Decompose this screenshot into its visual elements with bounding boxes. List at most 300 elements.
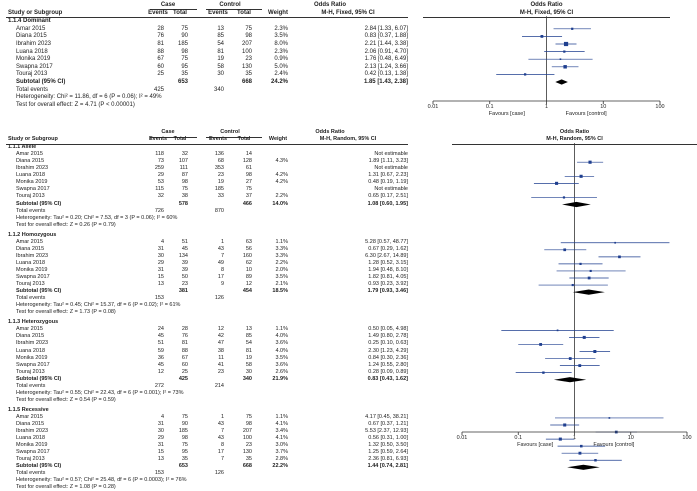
study-point-square: [583, 336, 586, 339]
subtotal-weight: 18.5%: [272, 288, 288, 295]
subtotal-diamond: [562, 202, 591, 207]
control-events: 9: [220, 281, 224, 288]
subtotal-control-total: 668: [241, 79, 252, 85]
control-events: 42: [217, 333, 224, 340]
weight: 3.3%: [275, 245, 288, 252]
control-total: 85: [245, 333, 252, 340]
control-events: 81: [217, 48, 224, 55]
weight: 0.9%: [274, 56, 288, 63]
control-events: 47: [217, 340, 224, 347]
odds-ratio-ci: 2.36 [0.81, 6.93]: [368, 456, 408, 463]
control-total: 98: [245, 172, 252, 179]
subtotal-case-total: 653: [177, 79, 188, 85]
case-events: 31: [157, 421, 164, 427]
overall-effect-text: Test for overall effect: Z = 0.54 (P = 0.59): [16, 396, 116, 403]
weight: 3.5%: [274, 33, 288, 40]
case-total: 90: [181, 421, 188, 427]
odds-ratio-ci: 0.50 [0.05, 4.98]: [368, 326, 408, 333]
weight: 5.0%: [274, 63, 288, 70]
case-events: 25: [157, 71, 164, 78]
plot-header-method: M-H, Random, 95% CI: [546, 136, 603, 143]
case-events: 76: [157, 33, 164, 40]
study-point-square: [563, 248, 566, 251]
weight: 3.5%: [275, 354, 288, 361]
study-point-square: [593, 350, 596, 353]
study-name: Diana 2015: [16, 33, 47, 40]
overall-effect-text: Test for overall effect: Z = 4.71 (P < 0.00001): [16, 101, 135, 108]
subtotal-label: Subtotal (95% CI): [16, 463, 62, 470]
case-total: 35: [181, 71, 188, 78]
control-events: 17: [217, 274, 224, 280]
control-events: 7: [220, 428, 224, 435]
study-point-square: [615, 431, 618, 434]
case-events: 51: [157, 340, 164, 347]
study-name: Ibrahim 2023: [16, 41, 52, 47]
odds-ratio-ci: 1.25 [0.59, 2.64]: [368, 449, 408, 456]
study-name: Swapna 2017: [16, 361, 50, 368]
x-tick-label: 0.1: [485, 104, 494, 110]
subtotal-weight: 24.2%: [270, 79, 288, 85]
heterogeneity-text: Heterogeneity: Chi² = 11.86, df = 6 (P = 0.06); I² = 49%: [16, 94, 162, 101]
study-point-square: [580, 445, 583, 448]
control-events: 11: [218, 354, 224, 361]
weight: 4.2%: [275, 179, 288, 186]
study-name: Monika 2019: [16, 442, 48, 449]
subtotal-ci: 1.44 [0.74, 2.81]: [367, 463, 408, 470]
weight: 2.1%: [275, 281, 288, 288]
plot-header-odds-ratio: Odds Ratio: [559, 129, 590, 135]
header-or-method: M-H, Fixed, 95% CI: [321, 9, 375, 16]
study-point-square: [564, 42, 568, 46]
header-case: Case: [160, 2, 176, 8]
case-events: 31: [157, 266, 164, 273]
study-point-square: [614, 242, 616, 244]
case-total: 76: [181, 333, 188, 340]
case-events: 31: [157, 245, 164, 252]
control-total: 13: [245, 326, 252, 333]
weight: 2.0%: [275, 266, 288, 273]
control-total: 14: [245, 151, 252, 158]
header-control: Control: [219, 2, 241, 8]
case-events: 15: [157, 274, 164, 280]
control-total: 89: [245, 274, 252, 280]
study-name: Luana 2018: [16, 435, 46, 442]
case-events: 45: [157, 333, 164, 340]
odds-ratio-ci: 0.42 [0.13, 1.38]: [364, 71, 408, 78]
study-point-square: [559, 438, 562, 441]
plot-header-bottom-rule: [452, 144, 697, 145]
case-events: 73: [157, 158, 164, 165]
study-point-square: [557, 330, 559, 332]
study-name: Luana 2018: [16, 347, 46, 354]
odds-ratio-ci: 1.31 [0.67, 2.23]: [368, 172, 408, 179]
control-total: 23: [245, 442, 252, 449]
case-events: 32: [157, 193, 164, 200]
case-events: 59: [157, 347, 164, 354]
subgroup-label: 1.1.2 Homozygous: [8, 231, 57, 238]
odds-ratio-ci: 2.30 [1.23, 4.29]: [368, 347, 408, 354]
control-events: 41: [217, 361, 224, 368]
weight: 3.3%: [275, 252, 288, 259]
total-events-case: 153: [154, 470, 164, 477]
odds-ratio-ci: 0.83 [0.37, 1.88]: [364, 33, 408, 40]
control-total: 54: [245, 340, 252, 347]
weight: 2.6%: [275, 368, 288, 375]
study-name: Monika 2019: [16, 56, 51, 63]
weight: 4.1%: [275, 435, 288, 442]
study-name: Diana 2015: [16, 421, 45, 427]
control-total: 61: [245, 165, 252, 172]
control-events: 43: [217, 245, 224, 252]
control-total: 81: [245, 347, 252, 354]
subgroup-label: 1.1.4 Dominant: [8, 18, 51, 25]
odds-ratio-ci: 0.67 [0.29, 1.62]: [368, 245, 408, 252]
subtotal-diamond: [554, 377, 586, 382]
odds-ratio-ci: 1.76 [0.48, 6.49]: [364, 56, 408, 63]
header-control-total: Total: [237, 9, 251, 16]
total-events-control: 126: [214, 470, 224, 477]
weight: 2.2%: [275, 259, 288, 266]
study-name: Monika 2019: [16, 179, 48, 186]
heterogeneity-text: Heterogeneity: Tau² = 0.45; Chi² = 15.37, df = 6 (P = 0.02); I² = 61%: [16, 302, 181, 309]
study-point-square: [609, 417, 611, 419]
study-point-square: [580, 175, 583, 178]
total-events-label: Total events: [16, 207, 46, 214]
x-tick-label: 10: [627, 435, 634, 441]
favours-case-label: Favours [case]: [517, 442, 554, 448]
weight: 2.3%: [274, 48, 288, 55]
study-name: Luana 2018: [16, 259, 46, 266]
header-case-events: Events: [148, 136, 168, 143]
odds-ratio-ci: 5.28 [0.57, 48.77]: [365, 238, 408, 245]
odds-ratio-ci: 5.53 [2.37, 12.93]: [365, 428, 408, 435]
x-tick-label: 1: [572, 435, 577, 441]
study-name: Swapna 2017: [16, 63, 53, 70]
odds-ratio-ci: 0.56 [0.31, 1.00]: [368, 435, 408, 442]
control-events: 19: [217, 56, 224, 63]
odds-ratio-ci: Not estimable: [374, 186, 408, 193]
header-weight: Weight: [268, 9, 288, 16]
weight: 3.5%: [275, 274, 288, 280]
weight: 3.6%: [275, 340, 288, 347]
control-events: 38: [217, 347, 224, 354]
total-events-label: Total events: [16, 382, 46, 389]
odds-ratio-ci: 0.25 [0.10, 0.63]: [368, 340, 408, 347]
study-name: Amar 2015: [16, 151, 43, 158]
study-name: Touraj 2013: [16, 71, 48, 78]
x-tick-label: 0.01: [427, 104, 439, 110]
control-total: 100: [242, 435, 252, 442]
case-events: 12: [157, 368, 164, 375]
header-case: Case: [161, 129, 175, 135]
control-events: 68: [217, 158, 224, 165]
header-case-events: Events: [148, 9, 168, 16]
subtotal-weight: 14.0%: [272, 200, 288, 207]
favours-control-label: Favours [control]: [565, 111, 607, 117]
control-total: 207: [241, 41, 252, 47]
case-events: 29: [157, 172, 164, 179]
odds-ratio-ci: 2.06 [0.91, 4.70]: [364, 48, 408, 55]
control-total: 130: [242, 449, 252, 456]
study-name: Luana 2018: [16, 172, 46, 179]
study-point-square: [524, 73, 526, 75]
x-tick-label: 1: [544, 104, 549, 110]
odds-ratio-ci: 0.93 [0.23, 3.92]: [368, 281, 408, 288]
overall-effect-text: Test for overall effect: Z = 0.26 (P = 0.79): [16, 221, 116, 228]
control-total: 75: [245, 25, 252, 32]
control-events: 23: [217, 368, 224, 375]
case-events: 67: [157, 56, 164, 63]
total-events-case: 272: [154, 382, 164, 389]
x-tick-label: 100: [655, 104, 665, 110]
subtotal-control-total: 466: [242, 200, 252, 207]
control-total: 98: [245, 33, 252, 40]
plot-header-bottom-rule: [423, 17, 670, 18]
control-total: 30: [245, 368, 252, 375]
favours-case-label: Favours [case]: [488, 111, 525, 117]
study-point-square: [563, 423, 566, 426]
header-case-total: Total: [173, 9, 187, 16]
study-name: Touraj 2013: [16, 193, 45, 200]
control-total: 128: [242, 158, 252, 165]
control-events: 8: [220, 266, 224, 273]
control-total: 10: [245, 266, 252, 273]
study-name: Touraj 2013: [16, 281, 45, 288]
subtotal-label: Subtotal (95% CI): [16, 200, 62, 207]
study-point-square: [555, 182, 558, 185]
case-total: 39: [181, 266, 188, 273]
favours-control-label: Favours [control]: [593, 442, 635, 448]
case-total: 185: [177, 41, 188, 47]
case-total: 67: [181, 354, 188, 361]
odds-ratio-ci: 1.49 [0.80, 2.78]: [368, 333, 408, 340]
case-events: 24: [157, 326, 164, 333]
case-total: 75: [181, 56, 188, 63]
x-tick-label: 10: [600, 104, 607, 110]
case-total: 75: [181, 25, 188, 32]
control-total: 35: [245, 71, 252, 78]
case-events: 60: [157, 63, 164, 70]
subtotal-diamond: [573, 290, 605, 295]
subtotal-case-total: 653: [178, 463, 188, 470]
overall-effect-text: Test for overall effect: Z = 1.73 (P = 0.08): [16, 309, 116, 316]
header-or-method: M-H, Random, 95% CI: [319, 136, 377, 143]
odds-ratio-ci: Not estimable: [374, 165, 408, 172]
study-name: Amar 2015: [16, 238, 43, 245]
odds-ratio-ci: 2.13 [1.24, 3.66]: [364, 63, 408, 70]
case-events: 45: [157, 361, 164, 368]
odds-ratio-ci: 0.28 [0.09, 0.89]: [368, 368, 408, 375]
subtotal-ci: 1.79 [0.93, 3.46]: [367, 288, 408, 295]
header-study: Study or Subgroup: [8, 136, 58, 143]
case-total: 60: [181, 361, 188, 368]
weight: 1.1%: [275, 326, 288, 333]
case-total: 38: [181, 193, 188, 200]
case-total: 28: [181, 326, 188, 333]
control-total: 100: [241, 48, 252, 55]
study-name: Ibrahim 2023: [16, 340, 49, 347]
total-events-case: 726: [154, 207, 164, 214]
weight: 3.7%: [275, 449, 288, 456]
subtotal-case-total: 578: [178, 200, 188, 207]
case-events: 13: [157, 456, 164, 463]
control-total: 12: [245, 281, 252, 288]
weight: 3.6%: [275, 361, 288, 368]
odds-ratio-ci: 1.82 [0.81, 4.05]: [368, 274, 408, 280]
case-events: 53: [157, 179, 164, 186]
subtotal-weight: 22.2%: [272, 463, 288, 470]
odds-ratio-ci: 1.94 [0.48, 8.10]: [368, 266, 408, 273]
study-point-square: [560, 58, 562, 60]
odds-ratio-ci: 0.84 [0.30, 2.36]: [368, 354, 408, 361]
study-point-square: [579, 263, 581, 265]
study-point-square: [594, 459, 596, 461]
control-events: 1: [220, 238, 224, 245]
odds-ratio-ci: 4.17 [0.45, 38.21]: [365, 413, 408, 420]
control-events: 85: [217, 33, 224, 40]
study-point-square: [579, 452, 582, 455]
case-total: 107: [178, 158, 188, 165]
heterogeneity-text: Heterogeneity: Tau² = 0.57; Chi² = 25.48, df = 6 (P = 0.0003); I² = 76%: [16, 477, 187, 484]
study-name: Touraj 2013: [16, 456, 45, 463]
study-point-square: [542, 371, 544, 373]
control-events: 30: [217, 71, 224, 78]
case-events: 88: [157, 48, 164, 55]
case-events: 29: [157, 259, 164, 266]
subgroup-label: 1.1.3 Heterozygous: [8, 319, 59, 326]
study-name: Swapna 2017: [16, 186, 50, 193]
subtotal-case-total: 381: [178, 288, 188, 295]
odds-ratio-ci: 0.67 [0.37, 1.21]: [368, 421, 408, 427]
control-events: 136: [214, 151, 224, 158]
header-control: Control: [220, 129, 240, 135]
study-point-square: [578, 364, 581, 367]
control-events: 49: [217, 259, 224, 266]
weight: 2.4%: [274, 71, 288, 78]
total-events-case: 153: [154, 295, 164, 302]
control-events: 43: [217, 421, 224, 427]
case-total: 111: [179, 165, 188, 172]
study-name: Amar 2015: [16, 413, 43, 420]
subtotal-ci: 1.08 [0.60, 1.95]: [367, 200, 408, 207]
case-events: 13: [157, 281, 164, 288]
case-events: 4: [160, 238, 164, 245]
control-total: 19: [245, 354, 252, 361]
control-total: 63: [245, 238, 252, 245]
case-total: 51: [181, 238, 188, 245]
study-point-square: [588, 277, 591, 280]
control-total: 23: [245, 56, 252, 63]
case-events: 30: [157, 252, 164, 259]
study-name: Touraj 2013: [16, 368, 45, 375]
subtotal-case-total: 425: [178, 375, 188, 382]
heterogeneity-text: Heterogeneity: Tau² = 0.20; Chi² = 7.53, df = 3 (P = 0.06); I² = 60%: [16, 214, 178, 221]
study-name: Diana 2015: [16, 245, 45, 252]
case-total: 39: [181, 259, 188, 266]
header-bottom-rule: [6, 144, 408, 145]
subtotal-diamond: [555, 79, 568, 84]
case-total: 35: [181, 456, 188, 463]
study-name: Monika 2019: [16, 266, 48, 273]
subtotal-ci: 1.85 [1.43, 2.38]: [363, 79, 408, 85]
control-events: 19: [217, 179, 224, 186]
odds-ratio-ci: Not estimable: [374, 151, 408, 158]
odds-ratio-ci: 0.65 [0.17, 2.51]: [368, 193, 408, 200]
case-total: 98: [181, 48, 188, 55]
total-events-control: 214: [214, 382, 224, 389]
case-total: 45: [181, 245, 188, 252]
control-events: 33: [217, 193, 224, 200]
total-events-label: Total events: [16, 295, 46, 302]
case-events: 36: [157, 354, 164, 361]
header-weight: Weight: [268, 136, 288, 143]
header-case-total: Total: [173, 136, 187, 143]
case-total: 95: [181, 449, 188, 456]
case-events: 30: [157, 428, 164, 435]
control-events: 8: [220, 442, 224, 449]
weight: 8.0%: [274, 41, 288, 47]
total-events-label: Total events: [16, 470, 46, 477]
total-events-case: 425: [153, 86, 164, 93]
weight: 4.0%: [275, 347, 288, 354]
study-name: Swapna 2017: [16, 449, 50, 456]
study-name: Amar 2015: [16, 25, 46, 32]
study-point-square: [569, 357, 572, 360]
control-total: 130: [241, 63, 252, 70]
weight: 4.0%: [275, 333, 288, 340]
total-events-control: 126: [214, 295, 224, 302]
x-tick-label: 0.1: [514, 435, 523, 441]
study-name: Diana 2015: [16, 158, 45, 165]
overall-effect-text: Test for overall effect: Z = 1.08 (P = 0.28): [16, 484, 116, 491]
header-control-events: Events: [208, 136, 228, 143]
control-events: 58: [217, 63, 224, 70]
control-total: 37: [245, 193, 252, 200]
control-events: 13: [217, 25, 224, 32]
weight: 1.1%: [275, 413, 288, 420]
weight: 3.0%: [275, 442, 288, 449]
odds-ratio-ci: 0.48 [0.19, 1.19]: [368, 179, 408, 186]
study-name: Swapna 2017: [16, 274, 50, 280]
x-tick-label: 0.01: [456, 435, 468, 441]
case-total: 25: [181, 368, 188, 375]
case-total: 23: [181, 281, 188, 288]
case-events: 118: [155, 151, 164, 158]
study-name: Luana 2018: [16, 48, 48, 55]
case-total: 75: [181, 413, 188, 420]
study-name: Diana 2015: [16, 333, 45, 340]
study-point-square: [563, 196, 565, 198]
total-events-control: 340: [213, 86, 224, 93]
total-events-label: Total events: [16, 86, 49, 93]
control-total: 160: [242, 252, 252, 259]
study-point-square: [571, 28, 573, 30]
study-point-square: [588, 161, 591, 164]
study-point-square: [539, 343, 542, 346]
control-events: 12: [217, 326, 224, 333]
subgroup-label: 1.1.1 Allele: [8, 144, 37, 151]
control-events: 17: [217, 449, 224, 456]
control-events: 54: [217, 41, 224, 47]
study-point-square: [572, 284, 574, 286]
case-total: 98: [181, 435, 188, 442]
weight: 2.2%: [275, 193, 288, 200]
control-total: 75: [245, 413, 252, 420]
control-events: 23: [217, 172, 224, 179]
control-total: 207: [242, 428, 252, 435]
subgroup-label: 1.1.5 Recessive: [8, 406, 49, 413]
case-events: 81: [157, 41, 164, 47]
